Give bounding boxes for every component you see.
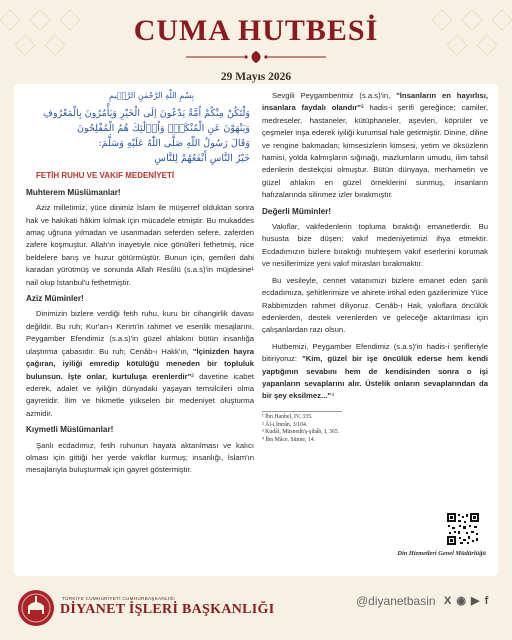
footnote: ¹ İbn Hanbel, IV, 335. [262,413,313,420]
footnote: ² Âl-i İmrân, 3/104. [262,421,308,428]
arabic-line: وَقَالَ رَسُولُ اللّٰهِ صَلَّى اللّٰهُ عَلَيْهِ وَسَلَّمَ: [98,138,250,150]
paragraph [262,90,488,202]
page-header [0,14,512,83]
left-column [26,90,254,481]
sermon-date: 29 Mayıs 2026 [220,71,292,83]
sermon-topic: FETİH RUHU VE VAKIF MEDENİYETİ [36,171,175,181]
quote-text: "İçinizden hayra çağıran, iyiliği emredip kötülüğü meneden bir topluluk bulunsun. İşte onlar, kurtuluşa erenlerdir" [26,346,254,381]
title-ornament [176,50,336,64]
text-run: ³ hadis-i şerifi gereğince; camiler, medreseler, hastaneler, kütüphaneler, aşevleri, köprüler ve çeşmeler inşa ederek iyiliği kurumsal hale getirmiştir. Dinine, diline ve rengine bakmadan; kimsesizlerin kimsesi, yetim ve öksüzlerin hamisi, yolda kalmışların sığınağı, mazlumların umudu, ilim tahsil edenlerin destekçisi olmuştur. Bütün dünyaya, merhametin ve güzel ahlakın en güzel örneklerini sunmuş, insanların hafızalarında silinmez izler bırakmıştır. [262,103,488,200]
paragraph [262,341,488,403]
qr-code[interactable] [446,512,480,546]
paragraph: Aziz milletimiz, yüce dinimiz İslam ile müşerref olduktan sonra hak ve hakikati hâkim kılmak için mücadele etmiştir. Bu mukaddes amaç uğruna yılmadan ve usanmadan seferden sefere, zaferden zafere koşmuştur. Allah'ın inayetiyle nice gönülleri fethetmiş, nice beldelere barış ve huzur götürmüştür. Bunun için, gemileri dahi karadan yürütmüş ve sonunda Allah Resûlü (s.a.s)'in müjdesine¹ nail olup İstanbul'u fethetmiştir. [26,203,254,287]
social-handle[interactable]: @diyanetbasin [356,594,436,608]
text-run: ² davetine icabet ederek, adalet ve iyiliğin dünyadaki yaşayan temsilcileri olma gayretidir. İlim ve hikmetle yükselen bir medeniyet oluşturma azmidir. [26,371,254,418]
footnotes [262,414,488,445]
arabic-line: خَيْرُ النَّاسِ أَنْفَعُهُمْ لِلنَّاسِ [154,153,250,165]
greeting-heading: Değerli Müminler! [262,206,332,216]
social-icons[interactable]: X ◉ ▶ f [444,595,490,607]
arabic-verse [26,106,254,166]
quote-text: "Kim, güzel bir işe öncülük ederse hem kendi yaptığının sevabını hem de kendisinden sonra o işi yapanların sevaplarını alır. Üstelik onların sevaplarından da bir şey eksilmez..." [262,354,488,401]
paragraph [26,308,254,420]
org-name: DİYANET İŞLERİ BAŞKANLIĞI [60,602,275,617]
diyanet-logo-icon [16,588,56,628]
text-run: Dinimizin bizlere verdiği fetih ruhu, kuru bir cihangirlik davası değildir. Bu ruh; Kur'an-ı Kerim'in rahmet ve esenlik mesajlarını, Peygamber Efendimiz (s.a.s)'in güzel ahlakını bütün insanlığa ulaştırma çabasıdır. Bu ruh; Cenâb-ı Hakk'ın, [26,309,254,356]
paragraph: Bu vesileyle, cennet vatanımızı bizlere emanet eden şanlı ecdadımıza, şehitlerimize ve ahirete irtihal eden gazilerimize Yüce Rabbimizden rahmet diliyoruz. Cenâb-ı Hak, vakıflara öncülük edenlerden, destek verenlerden ve geleceğe aktarılması için çalışanlardan razı olsun. [262,275,488,335]
text-run: ⁴ [331,391,335,401]
footnote: ⁴ İbn Mâce, Sünne, 14. [262,437,316,444]
paragraph: Vakıflar, vakfedenlerin topluma bıraktığı emanetlerdir. Bu hususta bize düşen; vakıf medeniyetimizi ihya etmektir. Ecdadımızın bizlere bıraktığı muhteşem vakıf eserlerini korumak ve nesillerimize yeni vakıf mirasları bırakmaktır. [262,222,488,269]
page-title: CUMA HUTBESİ [133,14,379,47]
text-run: Sevgili Peygamberimiz (s.a.s)'in, [272,91,397,100]
greeting-heading: Kıymetli Müslümanlar! [26,425,114,435]
greeting-heading: Muhterem Müslümanlar! [26,187,121,197]
arabic-line: وَلْتَكُنْ مِنْكُمْ اُمَّةٌ يَدْعُونَ اِلَى الْخَيْرِ وَيَأْمُرُونَ بِالْمَعْرُوفِ [43,108,250,120]
arabic-line: وَيَنْهَوْنَ عَنِ الْمُنْكَرِۜ وَاُو۬لٰٓئِكَ هُمُ الْمُفْلِحُونَ [76,123,250,135]
quote-text: "İnsanların en hayırlısı, insanlara faydalı olandır" [262,91,488,113]
text-run: Hutbemizi, Peygamber Efendimiz (s.a.s)'in hadis-i şerifleriyle bitiriyoruz: [262,341,488,364]
right-column [262,90,488,445]
basmala: بِسْمِ اللّٰهِ الرَّحْمٰنِ الرَّح۪يمِ [108,91,194,100]
department-signature: Din Hizmetleri Genel Müdürlüğü [397,550,486,557]
greeting-heading: Aziz Müminler! [26,294,84,304]
sermon-card [14,84,498,576]
footnote: ³ Kudâî, Müsnedü'ş-şihâb, I, 365. [262,429,340,436]
org-subtitle: TÜRKİYE CUMHURİYETİ CUMHURBAŞKANLIĞI [62,596,175,601]
paragraph: Şanlı ecdadımız, fetih ruhunun hayata aktarılması ve kalıcı olması için gittiği her yerde vakıflar kurmuş; insanlığı, İslam'ın mesajlarıyla buluşturmak için gayret göstermiştir. [26,440,254,475]
page-footer [0,584,512,634]
